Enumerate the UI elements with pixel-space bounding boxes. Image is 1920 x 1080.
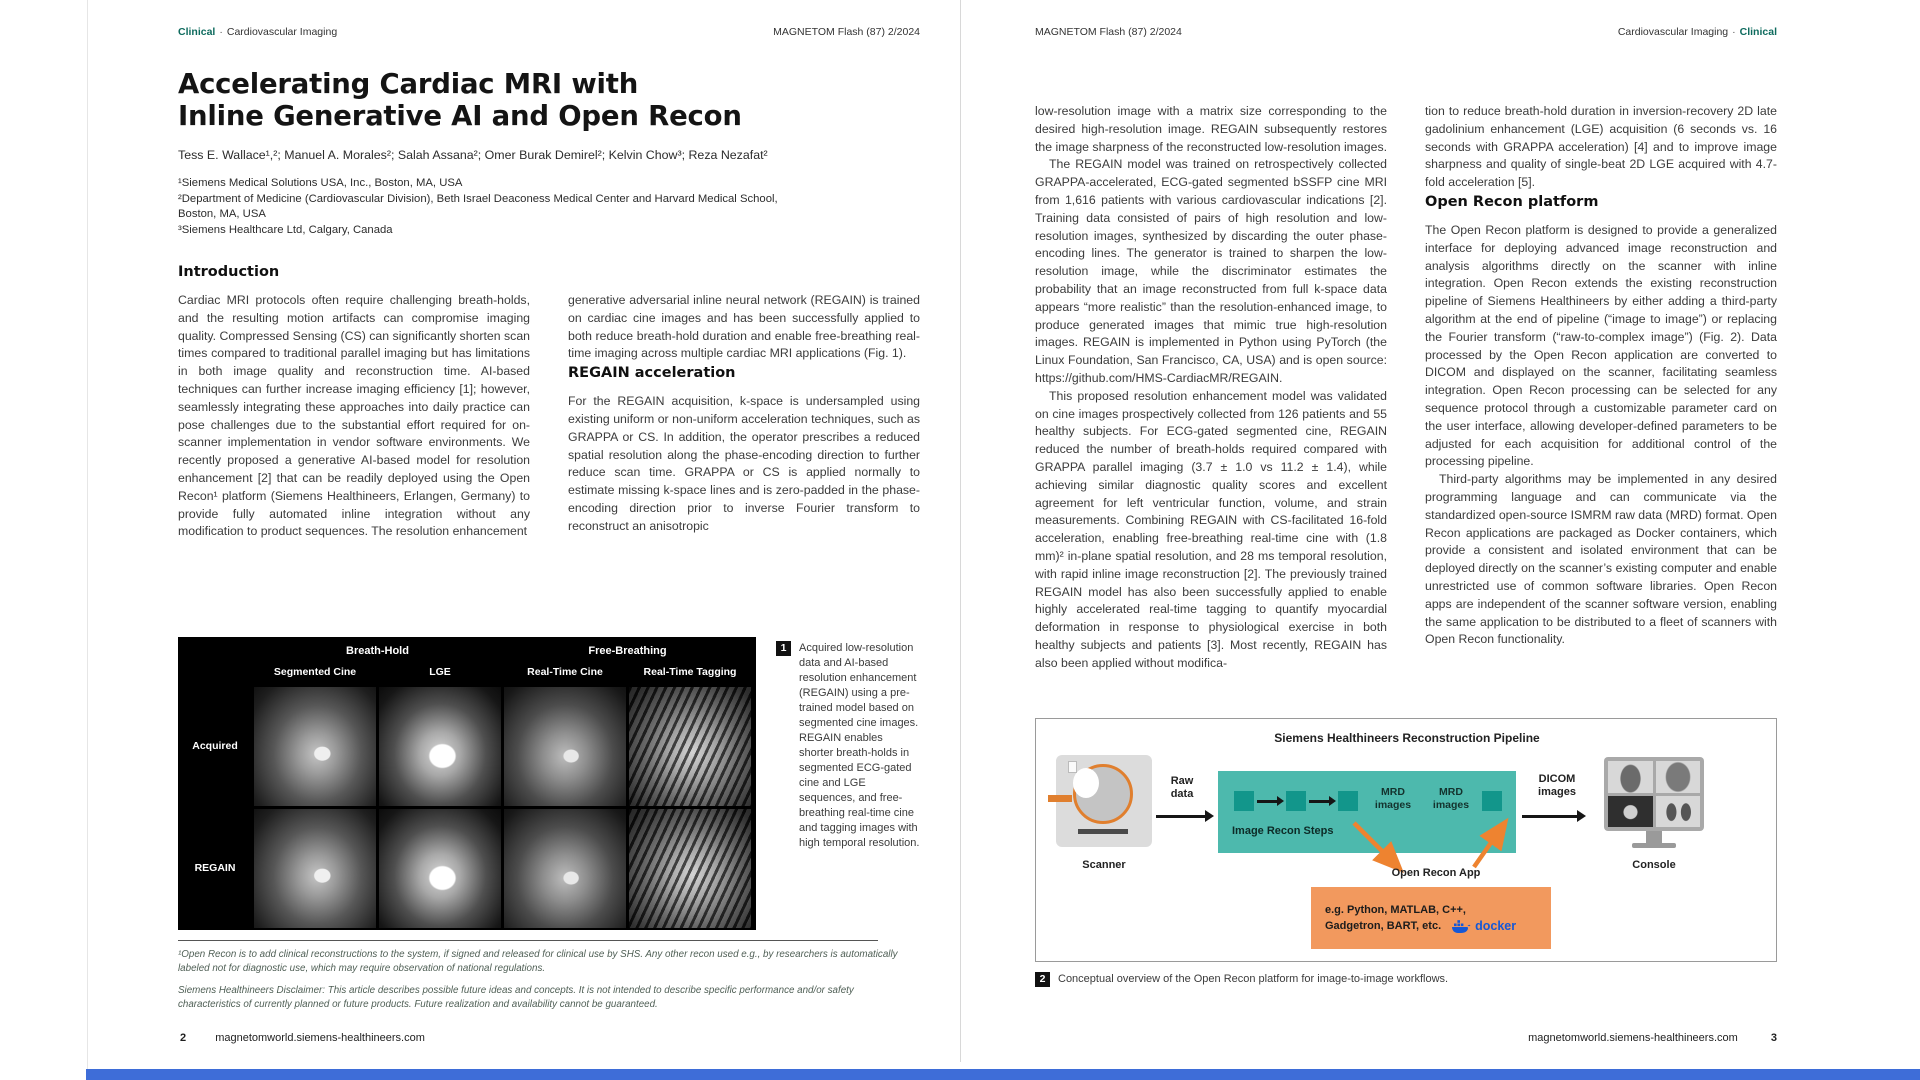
introduction-paragraph-col1: Cardiac MRI protocols often require challenging breath-holds, and the resulting motion artifacts can compromise imaging quality. Compressed Sensing (CS) can significantly shorten scan times compared to traditional parallel imaging but has limitations in both image quality and reconstruction time. AI-based techniques can further increase imaging efficiency [1]; however, seamlessly integrating these approaches into daily practice can pose challenges due to the substantial effort required for on-scanner implementation in vendor software environments. We recently proposed a generative AI-based model for resolution enhancement [2] that can be readily deployed using the Open Recon¹ platform (Siemens Healthineers, Erlangen, Germany) to provide fully automated inline integration without any modification to product sequences. The resolution enhancement [178,293,530,539]
dicom-arrow-icon [1522,815,1578,818]
scanner-coil-icon [1068,761,1077,773]
page-left [178,0,920,1069]
section-label: Clinical [178,26,216,38]
page2-header-right [1618,26,1777,38]
mrd-images-label-2: MRD images [1432,786,1470,811]
figure-1 [178,637,756,930]
category-label-right: Cardiovascular Imaging [1617,26,1729,38]
recon-step-square-2 [1286,791,1306,811]
mri-image-regain-lge [379,809,501,928]
figure1-col-lge: LGE [429,666,451,678]
recon-step-square-1 [1234,791,1254,811]
footnote-open-recon: ¹Open Recon is to add clinical reconstructions to the system, if signed and released for clinical use by SHS. Any other recon used e.g., by researchers is automatically labeled not for diagnostic use, which may require observation of national regulations. [178,949,898,974]
page1-header-left [178,26,337,38]
raw-data-label: Raw data [1170,775,1194,800]
article-title [178,68,920,132]
page-right [1035,0,1777,1069]
mri-image-regain-real-time-cine [504,809,626,928]
page1-number: 2 [180,1032,187,1044]
console-image-tile-4 [1656,796,1701,828]
page1-column-1 [178,262,530,634]
mri-image-regain-segmented-cine [254,809,376,928]
open-recon-platform-heading: Open Recon platform [1425,193,1599,210]
console-image-tile-2 [1656,761,1701,793]
scanner-orange-bar [1048,795,1072,802]
introduction-heading: Introduction [178,264,280,280]
console-image-tile-1 [1608,761,1653,793]
figure1-col-real-time-tagging: Real-Time Tagging [643,666,737,678]
figure2-caption-text: Conceptual overview of the Open Recon platform for image-to-image workflows. [1058,973,1449,985]
section-label-right: Clinical [1739,26,1777,38]
figure1-caption [776,641,920,851]
authors-line: Tess E. Wallace¹,²; Manuel A. Morales²; Salah Assana²; Omer Burak Demirel²; Kelvin Chow³; Reza Nezafat² [178,148,768,162]
recon-step-square-3 [1338,791,1358,811]
mri-scanner-icon [1056,755,1152,847]
figure1-row-acquired: Acquired [192,740,238,752]
lge-results-paragraph: tion to reduce breath-hold duration in inversion-recovery 2D late gadolinium enhancement (LGE) acquisition (6 seconds vs. 16 seconds with GRAPPA acceleration) [4] and to improve image sharpness and quality of single-beat 2D LGE acquired with 4.7-fold acceleration [5]. [1425,104,1777,190]
header-separator-right: · [1732,26,1736,38]
page2-column-1 [1035,103,1387,715]
languages-line-2 [1325,918,1537,934]
regain-training-paragraph: The REGAIN model was trained on retrospectively collected GRAPPA-accelerated, ECG-gated segmented bSSFP cine MRI from 1,616 patients with various cardiovascular indications [2]. Training data consisted of pairs of high resolution and low-resolution images, synthesized by discarding the outer phase-encoding lines. The generator is trained to sharpen the low-resolution image, while the discriminator estimates the probability that an image reconstructed from full k-space data appears “more realistic” than the resolution-enhanced image, to produce generated images that mimic true high-resolution images. REGAIN is implemented in Python using PyTorch (the Linux Foundation, San Francisco, CA, USA) and is open source: https://github.com/HMS-CardiacMR/REGAIN. [1035,157,1387,385]
introduction-paragraph-col2: generative adversarial inline neural network (REGAIN) is trained on cardiac cine images and has been successfully applied to both reduce breath-hold duration and enable free-breathing real-time imaging across multiple cardiac MRI applications (Fig. 1). [568,293,920,361]
page2-column-2 [1425,103,1777,715]
open-recon-overview-paragraph: The Open Recon platform is designed to provide a generalized interface for deploying advanced image reconstruction and analysis algorithms directly on the scanner with inline integration. Open Recon extends the existing reconstruction pipeline of Siemens Healthineers by either adding a third-party algorithm at the end of pipeline (“image to image”) or replacing the Fourier transform (“raw-to-complex image”) (Fig. 2). Data processed by the Open Recon application are converted to DICOM and displayed on the scanner, facilitating seamless integration. Open Recon processing can be selected for any sequence protocol through a customizable parameter card on the user interface, allowing developer-defined parameters to be adjusted for each acquisition for additional control of the processing pipeline. [1425,222,1777,469]
docker-wordmark: docker [1475,919,1517,933]
page2-body-columns [1035,103,1777,715]
mri-image-regain-real-time-tagging [629,809,751,928]
regain-paragraph: For the REGAIN acquisition, k-space is undersampled using existing uniform or non-uniform acceleration techniques, such as GRAPPA or CS. In addition, the operator prescribes a reduced spatial resolution along the phase-encoding direction to further reduce scan time. GRAPPA or CS is applied normally to estimate missing k-space lines and is zero-padded in the phase-encoding direction prior to inverse Fourier transform to reconstruct an anisotropic [568,394,920,533]
figure1-row-regain: REGAIN [194,862,236,874]
console-image-tile-3 [1608,796,1653,828]
mrd-images-label-1: MRD images [1374,786,1412,811]
recon-step-square-4 [1482,791,1502,811]
mri-image-acquired-segmented-cine [254,687,376,806]
page1-column-2 [568,262,920,634]
article-title-line2: Inline Generative AI and Open Recon [178,100,742,132]
figure2-number-badge: 2 [1035,972,1050,987]
open-recon-app-box [1311,887,1551,949]
page2-footer-url: magnetomworld.siemens-healthineers.com [1528,1032,1738,1044]
figure2-caption [1035,972,1735,987]
dicom-images-label: DICOM images [1538,773,1576,798]
page2-number: 3 [1770,1032,1777,1044]
page2-footer [1528,1032,1777,1044]
regain-acceleration-heading: REGAIN acceleration [568,365,736,382]
figure1-col-real-time-cine: Real-Time Cine [527,666,603,678]
figure1-group-free-breathing: Free-Breathing [588,645,667,657]
page1-header [178,26,920,38]
regain-continued-paragraph: low-resolution image with a matrix size corresponding to the desired high-resolution image. REGAIN subsequently restores the image sharpness of the reconstructed low-resolution images. [1035,104,1388,154]
issue-label: MAGNETOM Flash (87) 2/2024 [773,26,920,38]
scanner-bed-icon [1078,829,1128,834]
open-recon-app-label: Open Recon App [1391,867,1481,879]
page1-footer-url: magnetomworld.siemens-healthineers.com [215,1032,425,1044]
figure1-col-segmented-cine: Segmented Cine [273,666,357,678]
figure1-group-breath-hold: Breath-Hold [346,645,409,657]
affiliation-1: ¹Siemens Medical Solutions USA, Inc., Boston, MA, USA [178,177,463,189]
page1-body-columns [178,262,920,634]
bottom-scrollbar[interactable] [86,1069,1920,1080]
page-divider [960,0,961,1062]
page2-header [1035,26,1777,38]
page-spread-edge [87,0,88,1069]
recon-pipeline-box [1218,771,1516,853]
page1-footer [180,1032,425,1044]
affiliation-2: ²Department of Medicine (Cardiovascular Division), Beth Israel Deaconess Medical Center and Harvard Medical School, Boston, MA, USA [178,192,778,220]
recon-step-arrow-2-icon [1309,800,1330,803]
mri-image-acquired-real-time-tagging [629,687,751,806]
scanner-label: Scanner [1082,859,1126,871]
docker-whale-icon [1451,919,1471,934]
affiliation-3: ³Siemens Healthcare Ltd, Calgary, Canada [178,223,393,236]
footnote-rule [178,940,878,941]
category-label: Cardiovascular Imaging [226,26,338,38]
monitor-stand-icon [1646,831,1662,843]
languages-line-2-text: Gadgetron, BART, etc. [1325,920,1442,932]
regain-validation-paragraph: This proposed resolution enhancement model was validated on cine images prospectively collected from 126 patients and 55 healthy subjects. For ECG-gated segmented cine, REGAIN reduced the number of breath-holds required compared with GRAPPA parallel imaging (3.7 ± 1.0 vs 11.2 ± 1.4), while achieving similar diagnostic quality scores and excellent agreement for left ventricular function, volume, and strain measurements. Combining REGAIN with CS-facilitated 16-fold acceleration, enabling free-breathing real-time cine with (1.8 mm)² in-plane spatial resolution, and 28 ms temporal resolution, with rapid inline image reconstruction [2]. The previously trained REGAIN model has also been successfully applied to enable highly accelerated real-time tagging to quantify myocardial deformation in response to physiological exercise in both healthy subjects and patients [3]. Most recently, REGAIN has also been applied without modifica- [1035,388,1387,670]
header-separator: · [219,26,223,38]
monitor-base-icon [1632,843,1676,848]
affiliations [178,176,818,238]
languages-line-1: e.g. Python, MATLAB, C++, [1325,904,1466,916]
figure1-number-badge: 1 [776,641,791,656]
console-label: Console [1632,859,1676,871]
figure-2 [1035,718,1777,962]
console-monitor-icon [1604,757,1704,831]
third-party-algorithms-paragraph: Third-party algorithms may be implemented in any desired programming language and can communicate via the standardized open-source ISMRM raw data (MRD) format. Open Recon applications are packaged as Docker containers, which provide a consistent and isolated environment that can be deployed directly on the scanner’s existing computer and enable unrestricted use of common software libraries. Open Recon apps are independent of the scanner software version, enabling the same application to be distributed to a fleet of scanners with Open Recon functionality. [1425,472,1777,647]
mri-image-acquired-real-time-cine [504,687,626,806]
image-recon-steps-label: Image Recon Steps [1232,825,1334,837]
figure2-title: Siemens Healthineers Reconstruction Pipeline [1274,731,1540,745]
article-title-line1: Accelerating Cardiac MRI with [178,68,639,100]
figure1-caption-text: Acquired low-resolution data and AI-based resolution enhancement (REGAIN) using a pre-trained model based on segmented cine images. REGAIN enables shorter breath-holds in segmented ECG-gated cine and LGE sequences, and free-breathing real-time cine and tagging images with high temporal resolution. [799,642,920,849]
recon-step-arrow-1-icon [1257,800,1278,803]
raw-data-arrow-icon [1156,815,1206,818]
issue-label-right: MAGNETOM Flash (87) 2/2024 [1035,26,1182,38]
footnote-disclaimer: Siemens Healthineers Disclaimer: This article describes possible future ideas and concepts. It is not intended to describe specific performance and/or safety characteristics of currently planned or future products. Future realization and availability cannot be guaranteed. [178,985,854,1010]
mri-image-acquired-lge [379,687,501,806]
